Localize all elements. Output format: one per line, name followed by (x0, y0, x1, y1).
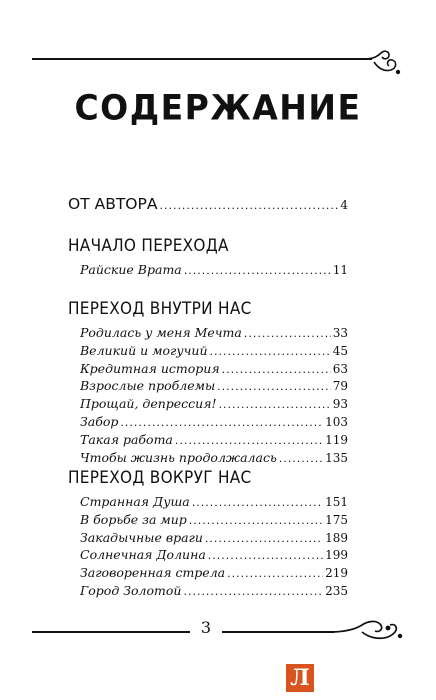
entry-page: 151 (325, 495, 348, 509)
dot-leader (244, 326, 331, 343)
entry-page: 119 (325, 432, 348, 447)
dot-leader (205, 531, 323, 548)
toc-entry[interactable] (80, 494, 348, 512)
dot-leader (217, 379, 331, 396)
toc-entry[interactable] (80, 343, 348, 361)
entry-title: Солнечная Долина (80, 547, 206, 563)
toc-entry[interactable] (68, 196, 348, 215)
top-flourish-ornament (364, 50, 404, 78)
entry-page: 135 (325, 450, 348, 465)
entry-title: Великий и могучий (80, 342, 208, 358)
section-heading: ПЕРЕХОД ВОКРУГ НАС (68, 468, 252, 488)
entry-title: Закадычные враги (80, 529, 203, 545)
toc-entry[interactable] (80, 378, 348, 396)
entry-page: 199 (325, 548, 348, 563)
toc-entry[interactable] (80, 450, 348, 468)
entry-page: 4 (340, 198, 348, 212)
entry-page: 235 (325, 583, 348, 598)
entry-title: Заговоренная стрела (80, 565, 226, 581)
dot-leader (222, 362, 331, 379)
toc-entry[interactable] (80, 262, 348, 280)
toc-entry[interactable] (80, 361, 348, 379)
toc-entry[interactable] (80, 325, 348, 343)
entry-title: Чтобы жизнь продолжалась (80, 449, 277, 465)
dot-leader (184, 263, 331, 280)
dot-leader (175, 433, 323, 450)
entry-page: 11 (332, 263, 348, 277)
dot-leader (189, 513, 323, 530)
entry-title: Странная Душа (80, 494, 190, 509)
entry-page: 45 (332, 343, 348, 358)
publisher-logo: Л (286, 664, 314, 692)
toc-section-2 (68, 299, 348, 467)
bottom-rule-right (222, 631, 334, 633)
entry-title: В борьбе за мир (80, 511, 187, 527)
entry-title: Взрослые проблемы (80, 378, 216, 394)
entry-title: Райские Врата (80, 262, 182, 277)
dot-leader (120, 415, 323, 432)
entry-page: 219 (325, 566, 348, 581)
dot-leader (279, 451, 323, 468)
entry-title: Родилась у меня Мечта (80, 325, 242, 340)
dot-leader (192, 495, 323, 512)
entry-title: Забор (80, 413, 119, 429)
entry-page: 79 (332, 379, 348, 394)
entry-page: 175 (325, 512, 348, 527)
entry-page: 33 (332, 326, 348, 340)
toc-entry[interactable] (80, 530, 348, 548)
bottom-rule-left (32, 631, 190, 633)
section-heading: НАЧАЛО ПЕРЕХОДА (68, 236, 229, 256)
page-title: СОДЕРЖАНИЕ (74, 87, 362, 128)
top-rule (32, 58, 372, 60)
toc-section-3 (68, 468, 348, 601)
page-number: 3 (200, 618, 212, 637)
dot-leader (227, 566, 323, 583)
entry-title: ОТ АВТОРА (68, 195, 158, 213)
entry-title: Город Золотой (80, 582, 182, 598)
section-heading: ПЕРЕХОД ВНУТРИ НАС (68, 299, 252, 319)
toc-entry[interactable] (80, 432, 348, 450)
toc-entry[interactable] (80, 583, 348, 601)
dot-leader (219, 397, 331, 414)
toc-entry[interactable] (80, 565, 348, 583)
toc-section-1 (68, 236, 348, 280)
entry-page: 93 (332, 397, 348, 412)
entry-title: Такая работа (80, 431, 173, 447)
toc-entry[interactable] (80, 396, 348, 414)
bottom-flourish-ornament (330, 616, 404, 644)
toc-entry[interactable] (80, 547, 348, 565)
entry-title: Кредитная история (80, 360, 220, 376)
dot-leader (183, 584, 323, 601)
toc-entry[interactable] (80, 414, 348, 432)
entry-page: 189 (325, 530, 348, 545)
toc-author (68, 196, 348, 215)
entry-page: 103 (325, 414, 348, 429)
dot-leader (208, 548, 323, 565)
dot-leader (210, 344, 331, 361)
entry-page: 63 (332, 361, 348, 376)
dot-leader (159, 198, 338, 215)
toc-entry[interactable] (80, 512, 348, 530)
entry-title: Прощай, депрессия! (80, 396, 217, 412)
